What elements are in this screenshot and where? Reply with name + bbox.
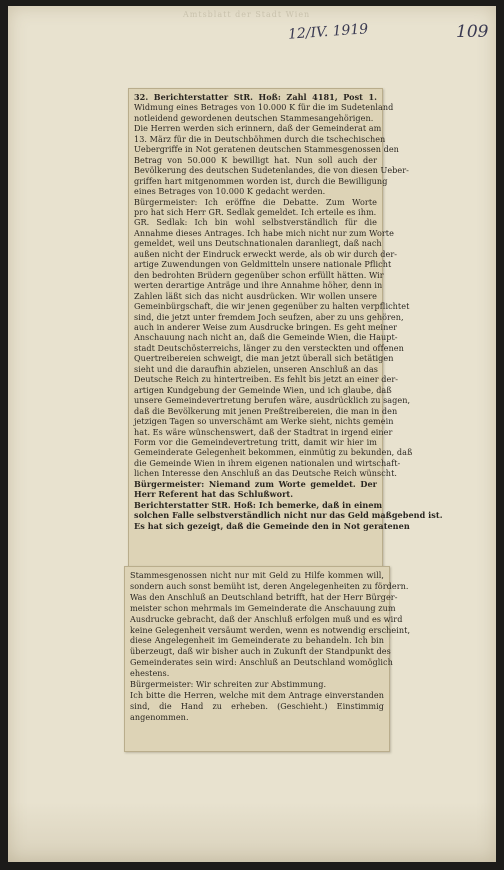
text-line: Bürgermeister: Niemand zum Worte gemeldet. Der <box>134 478 377 489</box>
faint-header-text: Amtsblatt der Stadt Wien <box>183 10 311 19</box>
text-line: stadt Deutschösterreichs, länger zu den versteckten und offenen <box>134 342 404 353</box>
text-line: überzeugt, daß wir bisher auch in Zukunft der Standpunkt des <box>130 646 391 657</box>
text-line: Bürgermeister: Ich eröffne die Debatte. Zum Worte <box>134 196 377 207</box>
text-line: sind, die Hand zu erheben. (Geschieht.) Einstimmig <box>130 700 384 711</box>
text-line: Ich bitte die Herren, welche mit dem Antrage einverstanden <box>130 689 384 700</box>
text-line: Zahlen läßt sich das nicht ausdrücken. Wir wollen unsere <box>134 290 377 301</box>
text-line: unsere Gemeindevertretung berufen wäre, ausdrücklich zu sagen, <box>134 395 411 406</box>
text-line: pro hat sich Herr GR. Sedlak gemeldet. Ich erteile es ihm. <box>134 206 377 217</box>
clipping-2-text <box>130 570 411 723</box>
text-line: GR. Sedlak: Ich bin wohl selbstverständlich für die <box>134 217 377 228</box>
text-line: angenommen. <box>130 711 189 722</box>
text-line: keine Gelegenheit versäumt werden, wenn es notwendig erscheint, <box>130 624 411 635</box>
text-line: 32. Berichterstatter StR. Hoß: Zahl 4181, Post 1. <box>134 92 377 102</box>
text-line: notleidend gewordenen deutschen Stammesangehörigen. <box>134 112 374 123</box>
text-line: Ausdrucke gebracht, daß der Anschluß erfolgen muß und es wird <box>130 613 403 624</box>
text-line: lichen Interesse den Anschluß an das Deutsche Reich wünscht. <box>134 468 397 479</box>
text-line: Bevölkerung des deutschen Sudetenlandes, die von diesen Ueber- <box>134 165 409 176</box>
text-line: Gemeinderate Gelegenheit bekommen, einmütig zu bekunden, daß <box>134 447 413 458</box>
text-line: Herr Referent hat das Schlußwort. <box>134 489 294 500</box>
text-line: Die Herren werden sich erinnern, daß der Gemeinderat am <box>134 123 382 134</box>
text-line: gemeldet, weil uns Deutschnationalen daranliegt, daß nach <box>134 238 382 249</box>
text-line: sondern auch sonst bemüht ist, deren Angelegenheiten zu fördern. <box>130 580 409 591</box>
text-line: Es hat sich gezeigt, daß die Gemeinde den in Not geratenen <box>134 520 410 531</box>
text-line: den bedrohten Brüdern gegenüber schon erfüllt hätten. Wir <box>134 269 384 280</box>
text-line: Anschauung nach nicht an, daß die Gemeinde Wien, die Haupt- <box>134 332 398 343</box>
text-line: Quertreibereien schweigt, die man jetzt überall sich betätigen <box>134 353 394 364</box>
text-line: die Gemeinde Wien in ihrem eigenen nationalen und wirtschaft- <box>134 457 401 468</box>
text-line: eines Betrages von 10.000 K gedacht werden. <box>134 186 326 197</box>
text-line: hat. Es wäre wünschenswert, daß der Stadtrat in irgend einer <box>134 426 393 437</box>
text-line: daß die Bevölkerung mit jenen Preßtreibereien, die man in den <box>134 405 398 416</box>
handwritten-page-number: 109 <box>456 22 489 42</box>
text-line: Gemeinderates sein wird: Anschluß an Deutschland womöglich <box>130 657 393 668</box>
newspaper-clipping-1 <box>128 88 443 576</box>
text-line: Was den Anschluß an Deutschland betrifft, hat der Herr Bürger- <box>130 591 398 602</box>
text-line: Stammesgenossen nicht nur mit Geld zu Hilfe kommen will, <box>130 570 384 580</box>
text-line: Bürgermeister: Wir schreiten zur Abstimmung. <box>130 679 327 690</box>
text-line: griffen hart mitgenommen worden ist, durch die Bewilligung <box>134 175 388 186</box>
text-line: auch in anderer Weise zum Ausdrucke bringen. Es geht meiner <box>134 321 398 332</box>
text-line: artige Zuwendungen von Geldmitteln unsere nationale Pflicht <box>134 259 392 270</box>
text-line: außen nicht der Eindruck erweckt werde, als ob wir durch der- <box>134 248 398 259</box>
text-line: diese Angelegenheit im Gemeinderate zu behandeln. Ich bin <box>130 635 384 646</box>
text-line: werten derartige Anträge und ihre Annahme höher, denn in <box>134 280 383 291</box>
text-line: artigen Kundgebung der Gemeinde Wien, und ich glaube, daß <box>134 384 392 395</box>
text-line: solchen Falle selbstverständlich nicht nur das Geld maßgebend ist. <box>134 510 443 521</box>
text-line: Gemeinbürgschaft, die wir jenen gegenüber zu halten verpflichtet <box>134 301 410 312</box>
newspaper-clipping-2 <box>124 566 411 752</box>
text-line: Form vor die Gemeindevertretung tritt, damit wir hier im <box>134 436 377 447</box>
text-line: Annahme dieses Antrages. Ich habe mich nicht nur zum Worte <box>134 227 394 238</box>
text-line: sind, die jetzt unter fremdem Joch seufzen, aber zu uns gehören, <box>134 311 404 322</box>
text-line: meister schon mehrmals im Gemeinderate die Anschauung zum <box>130 602 396 613</box>
text-line: Widmung eines Betrages von 10.000 K für die im Sudetenland <box>134 102 394 113</box>
text-line: sieht und die daraufhin abzielen, unseren Anschluß an das <box>134 363 378 374</box>
text-line: Deutsche Reich zu hintertreiben. Es fehlt bis jetzt an einer der- <box>134 374 399 385</box>
handwritten-date: 12/IV. 1919 <box>287 21 369 43</box>
text-line: Uebergriffe in Not geratenen deutschen Stammesgenossen den <box>134 144 399 155</box>
clipping-1-text <box>134 92 443 531</box>
text-line: ehestens. <box>130 668 170 679</box>
text-line: 13. März für die in Deutschböhmen durch die tschechischen <box>134 133 386 144</box>
text-line: Berichterstatter StR. Hoß: Ich bemerke, daß in einem <box>134 499 383 510</box>
text-line: Betrag von 50.000 K bewilligt hat. Nun soll auch der <box>134 154 377 165</box>
text-line: jetzigen Tagen so unverschämt am Werke sieht, nichts gemein <box>134 416 394 427</box>
